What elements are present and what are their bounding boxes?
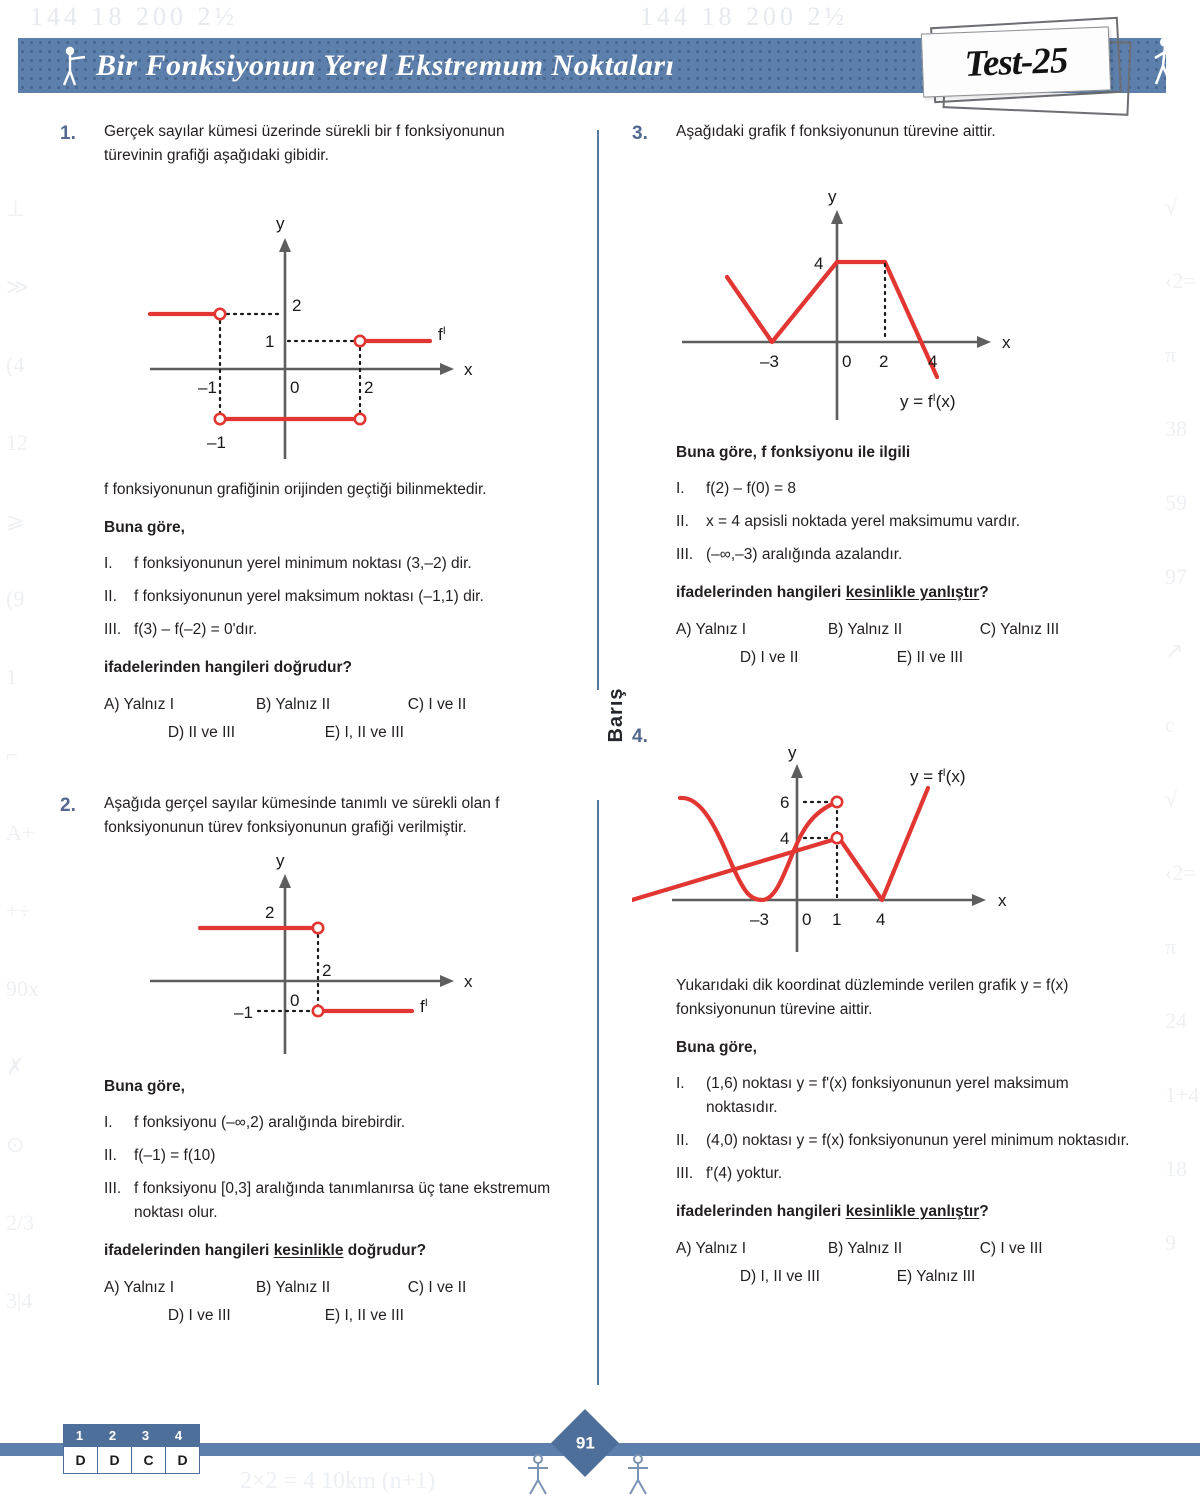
item-roman: I.: [104, 555, 113, 573]
question-2-lead: Buna göre,: [104, 1078, 185, 1096]
q1-ytick-2: 2: [292, 296, 302, 316]
list-item: [104, 552, 560, 576]
list-item: [104, 618, 560, 642]
question-3-lead: Buna göre, f fonksiyonu ile ilgili: [676, 443, 911, 461]
list-item: [104, 1144, 560, 1168]
question-3-prompt: [676, 581, 1132, 605]
q4-xtick-0: 0: [802, 910, 812, 930]
q4-curve-label: $y = f^I(x)$: [910, 767, 966, 787]
watermark-right: √ ‹2= π 38 59 97 ↗ c √ ‹2= π 24 1+4 18 9: [1165, 194, 1200, 1255]
q2-xtick-2: 2: [322, 961, 332, 981]
option-e[interactable]: E) I, II ve III: [324, 1307, 404, 1325]
q1-xtick-0: 0: [290, 378, 300, 398]
question-3-number: 3.: [632, 123, 648, 144]
question-3-items: [676, 477, 1132, 567]
question-2: [60, 792, 560, 1325]
badge-box: [921, 26, 1111, 97]
question-1-number: 1.: [60, 123, 76, 144]
footer-stick-figure-right-icon: [625, 1452, 651, 1496]
item-roman: I.: [104, 1114, 113, 1132]
q4-xtick-1: 1: [832, 910, 842, 930]
option-d[interactable]: D) I, II ve III: [739, 1268, 820, 1286]
q2-x-axis-label: x: [464, 972, 473, 992]
watermark-bottom: 2×2 = 4 10km (n+1): [240, 1468, 436, 1494]
item-roman: III.: [104, 621, 122, 639]
q3-xtick-2: 2: [879, 351, 889, 371]
left-column: [60, 120, 560, 1335]
q1-xtick-neg1: –1: [198, 378, 217, 398]
item-text: f'(4) yoktur.: [706, 1165, 783, 1183]
item-text: f(3) – f(–2) = 0'dır.: [134, 621, 258, 639]
spine-label: Barış: [605, 687, 627, 743]
option-e[interactable]: E) II ve III: [896, 648, 964, 666]
option-c[interactable]: C) I ve II: [407, 1279, 467, 1297]
prompt-tail: ?: [979, 1203, 989, 1221]
question-1-graph: [60, 174, 560, 464]
question-4-options: [676, 1240, 1132, 1286]
prompt-underline: kesinlikle yanlıştır: [845, 583, 980, 601]
question-4-prompt: [676, 1200, 1132, 1224]
item-text: (1,6) noktası y = f'(x) fonksiyonunun yerel maksimum noktasıdır.: [706, 1075, 1069, 1117]
item-roman: III.: [676, 1165, 694, 1183]
answer-key-letter: C: [132, 1447, 166, 1473]
question-2-graph: [60, 846, 560, 1061]
prompt-underline: kesinlikle yanlıştır: [845, 1203, 980, 1221]
answer-key-number: 4: [174, 1427, 183, 1443]
question-1-stem: Gerçek sayılar kümesi üzerinde sürekli bir f fonksiyonunun türevinin grafiği aşağıdaki gibidir.: [104, 123, 505, 165]
prompt-tail: doğrudur?: [273, 659, 353, 677]
item-text: f fonksiyonu [0,3] aralığında tanımlanırsa üç tane ekstremum noktası olur.: [134, 1180, 551, 1222]
q3-xtick-4: 4: [928, 351, 938, 371]
option-c[interactable]: C) I ve II: [407, 696, 467, 714]
question-1-prompt: [104, 656, 560, 680]
item-roman: III.: [104, 1180, 122, 1198]
item-roman: I.: [676, 1075, 685, 1093]
question-1-options: [104, 696, 560, 742]
list-item: [104, 1111, 560, 1135]
right-column: [632, 120, 1132, 1296]
item-text: (4,0) noktası y = f(x) fonksiyonunun yerel minimum noktasıdır.: [706, 1132, 1130, 1150]
q4-x-axis-label: x: [998, 891, 1007, 911]
item-text: f fonksiyonunun yerel maksimum noktası (–1,1) dir.: [134, 588, 484, 606]
test-badge: [918, 20, 1128, 112]
q3-y-axis-label: y: [828, 186, 837, 206]
watermark-top-2: 144 18 200 2½: [640, 2, 848, 31]
watermark-left: ⊥ ≫ (4 12 ⩾ (9 1 ⌐ A+ +÷ 90x ✗ ⊙ 2/3 3|4: [6, 196, 39, 1313]
prompt-plain: ifadelerinden hangileri: [676, 1203, 846, 1221]
question-2-number: 2.: [60, 795, 76, 817]
badge-label: Test-25: [963, 39, 1069, 85]
item-text: f(2) – f(0) = 8: [706, 479, 797, 497]
q1-x-axis-label: x: [464, 360, 473, 380]
page-title: Bir Fonksiyonun Yerel Ekstremum Noktaları: [96, 48, 675, 82]
q4-xtick-neg3: –3: [750, 910, 769, 930]
option-b[interactable]: B) Yalnız II: [255, 1279, 331, 1297]
item-roman: II.: [104, 588, 117, 606]
question-4-number: 4.: [632, 725, 648, 747]
question-1: [60, 120, 560, 742]
question-4-graph: [632, 740, 1132, 960]
option-a[interactable]: A) Yalnız I: [104, 696, 175, 714]
answer-key-letter: D: [98, 1447, 132, 1473]
q4-ytick-6: 6: [780, 793, 790, 813]
list-item: [104, 585, 560, 609]
item-text: (–∞,–3) aralığında azalandır.: [706, 545, 903, 563]
prompt-tail: ?: [979, 583, 989, 601]
item-text: f fonksiyonunun yerel minimum noktası (3,–2) dir.: [134, 555, 472, 573]
q1-ytick-1: 1: [265, 332, 275, 352]
answer-key-row: [63, 1446, 200, 1474]
list-item: [676, 1072, 1132, 1120]
q2-curve-label: $f^I$: [420, 997, 428, 1017]
q3-ytick-4: 4: [814, 253, 824, 273]
prompt-plain: ifadelerinden hangileri: [104, 659, 274, 677]
item-roman: II.: [104, 1147, 117, 1165]
option-a[interactable]: A) Yalnız I: [676, 620, 747, 638]
list-item: [676, 543, 1132, 567]
option-b[interactable]: B) Yalnız II: [255, 696, 331, 714]
question-2-prompt: [104, 1239, 560, 1263]
option-e[interactable]: E) I, II ve III: [324, 724, 404, 742]
list-item: [676, 1162, 1132, 1186]
question-1-items: [104, 552, 560, 642]
option-e[interactable]: E) Yalnız III: [896, 1268, 976, 1286]
item-text: f(–1) = f(10): [134, 1147, 216, 1165]
answer-key: [63, 1424, 200, 1474]
q3-x-axis-label: x: [1002, 332, 1011, 352]
q1-curve-label: $f^I$: [438, 325, 446, 345]
answer-key-number: 3: [141, 1427, 150, 1443]
answer-key-letter: D: [64, 1447, 98, 1473]
item-roman: III.: [676, 545, 694, 563]
question-4-items: [676, 1072, 1132, 1186]
item-roman: II.: [676, 512, 689, 530]
runner-figure-icon: [1148, 34, 1182, 94]
question-2-items: [104, 1111, 560, 1225]
q1-xtick-2: 2: [364, 378, 374, 398]
option-c[interactable]: C) Yalnız III: [979, 620, 1060, 638]
item-text: x = 4 apsisli noktada yerel maksimumu vardır.: [706, 512, 1021, 530]
list-item: [676, 510, 1132, 534]
q2-xtick-0: 0: [290, 991, 300, 1011]
q3-xtick-0: 0: [842, 351, 852, 371]
question-3-options: [676, 621, 1132, 667]
page-number: 91: [575, 1432, 595, 1452]
question-4-after-graph: Yukarıdaki dik koordinat düzleminde verilen grafik y = f(x) fonksiyonunun türevine aittir.: [676, 977, 1069, 1019]
question-3-graph: [632, 162, 1132, 427]
question-3-stem: Aşağıdaki grafik f fonksiyonunun türevine aittir.: [676, 123, 996, 140]
option-a[interactable]: A) Yalnız I: [676, 1240, 747, 1258]
option-b[interactable]: B) Yalnız II: [827, 1240, 903, 1258]
q4-xtick-4: 4: [876, 910, 886, 930]
option-d[interactable]: D) II ve III: [167, 724, 236, 742]
question-2-options: [104, 1279, 560, 1325]
option-c[interactable]: C) I ve III: [979, 1240, 1043, 1258]
question-4: [632, 723, 1132, 1287]
watermark-top: 144 18 200 2½: [30, 2, 238, 31]
q2-y-axis-label: y: [276, 851, 285, 871]
question-2-stem: Aşağıda gerçel sayılar kümesinde tanımlı ve sürekli olan f fonksiyonunun türev fonksiyonunun grafiği verilmiştir.: [104, 795, 500, 837]
option-d[interactable]: D) I ve III: [167, 1307, 231, 1325]
item-text: f fonksiyonu (–∞,2) aralığında birebirdir.: [134, 1114, 406, 1132]
q1-y-axis-label: y: [276, 214, 285, 234]
prompt-tail: doğrudur?: [343, 1242, 427, 1260]
answer-key-letter: D: [177, 1452, 188, 1468]
prompt-plain: ifadelerinden hangileri: [676, 583, 846, 601]
option-b[interactable]: B) Yalnız II: [827, 620, 903, 638]
option-d[interactable]: D) I ve II: [739, 648, 799, 666]
footer-stick-figure-left-icon: [525, 1452, 551, 1496]
list-item: [676, 1129, 1132, 1153]
q4-y-axis-label: y: [788, 743, 797, 763]
question-1-lead: Buna göre,: [104, 519, 185, 537]
prompt-underline: kesinlikle: [273, 1242, 344, 1260]
question-1-after-graph: f fonksiyonunun grafiğinin orijinden geçtiği bilinmektedir.: [104, 481, 487, 499]
question-3: [632, 120, 1132, 667]
page-number-badge: [551, 1409, 619, 1477]
q2-ytick-2: 2: [265, 903, 275, 923]
q4-ytick-4: 4: [780, 829, 790, 849]
item-roman: I.: [676, 479, 685, 497]
stick-figure-icon: [60, 45, 86, 87]
question-4-lead: Buna göre,: [676, 1039, 757, 1057]
q1-ytick-neg1: –1: [207, 433, 226, 453]
list-item: [104, 1177, 560, 1225]
q3-curve-label: $y = f^I(x)$: [900, 391, 956, 411]
q3-xtick-neg3: –3: [760, 351, 779, 371]
option-a[interactable]: A) Yalnız I: [104, 1279, 175, 1297]
prompt-plain: ifadelerinden hangileri: [104, 1242, 274, 1260]
answer-key-number: 1: [75, 1427, 84, 1443]
q2-ytick-neg1: –1: [234, 1003, 253, 1023]
answer-key-header: [63, 1424, 200, 1446]
item-roman: II.: [676, 1132, 689, 1150]
list-item: [676, 477, 1132, 501]
answer-key-number: 2: [108, 1427, 117, 1443]
